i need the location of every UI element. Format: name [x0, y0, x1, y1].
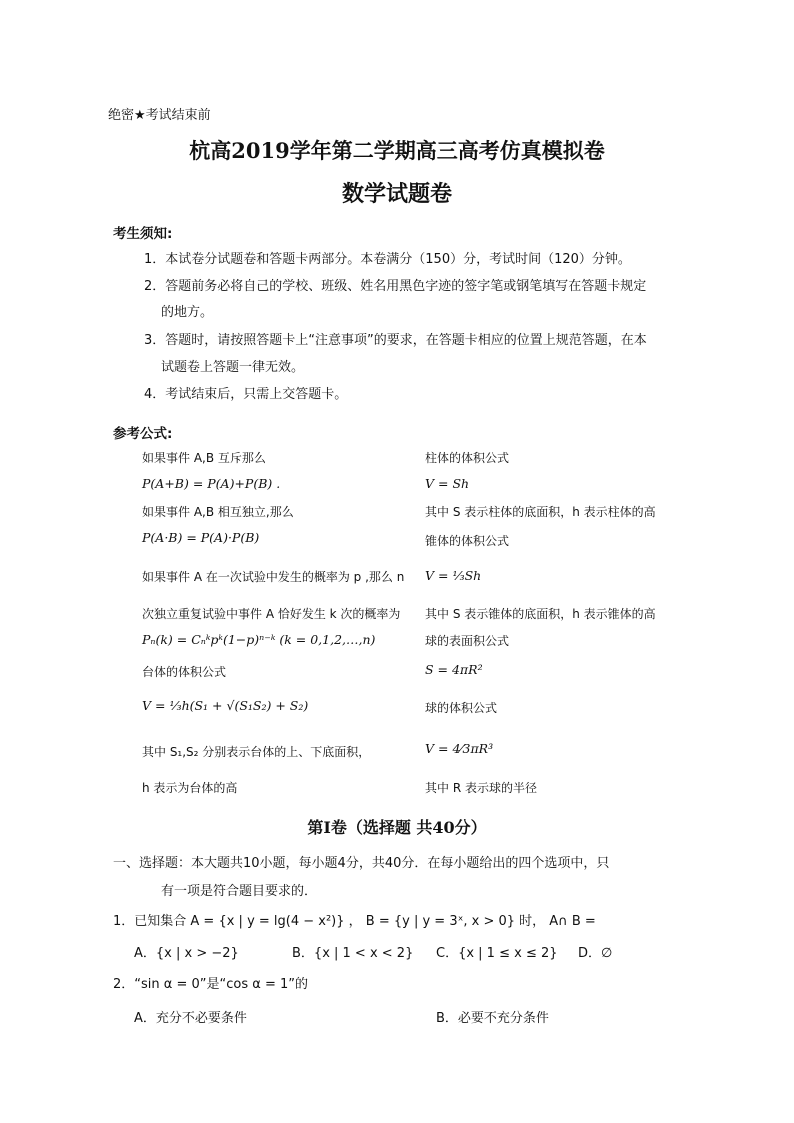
- question-2-option-b: B．必要不充分条件: [436, 1011, 549, 1026]
- formula-left-line: V = ⅓h(S₁ + √(S₁S₂) + S₂): [142, 698, 309, 713]
- notice-heading: 考生须知:: [113, 226, 173, 242]
- notice-item-2: 2．答题前务必将自己的学校、班级、姓名用黑色字迹的签字笔或钢笔填写在答题卡规定: [144, 279, 647, 294]
- formula-left-line: P(A·B) = P(A)·P(B): [142, 530, 260, 545]
- formula-left-line: 次独立重复试验中事件 A 恰好发生 k 次的概率为: [142, 607, 401, 621]
- section-instruction-cont: 有一项是符合题目要求的．: [161, 884, 318, 899]
- question-2-stem: 2．“sin α = 0”是“cos α = 1”的: [113, 977, 308, 992]
- formula-left-line: 如果事件 A,B 互斥那么: [142, 451, 266, 465]
- notice-item-2-cont: 的地方。: [161, 305, 214, 320]
- notice-item-1: 1．本试卷分试题卷和答题卡两部分。本卷满分（150）分，考试时间（120）分钟。: [144, 252, 631, 267]
- formula-right-line: 其中 S 表示柱体的底面积，h 表示柱体的高: [425, 505, 656, 519]
- question-1-option-b: B．{x | 1 < x < 2}: [292, 946, 414, 961]
- formula-right-line: V = 4⁄3πR³: [425, 741, 494, 756]
- formulas-heading: 参考公式:: [113, 426, 173, 442]
- formula-right-line: 其中 R 表示球的半径: [425, 781, 537, 795]
- exam-title: 杭高2019学年第二学期高三高考仿真模拟卷: [189, 138, 605, 163]
- section-instruction: 一、选择题：本大题共10小题，每小题4分，共40分．在每小题给出的四个选项中，只: [113, 856, 610, 871]
- formula-right-line: V = ⅓Sh: [425, 568, 482, 583]
- formula-right-line: 球的体积公式: [425, 701, 498, 715]
- formula-right-line: 柱体的体积公式: [425, 451, 510, 465]
- notice-item-4: 4．考试结束后，只需上交答题卡。: [144, 387, 348, 402]
- formula-left-line: 如果事件 A 在一次试验中发生的概率为 p ,那么 n: [142, 570, 405, 584]
- question-1-stem: 1．已知集合 A = {x | y = lg(4 − x²)} ， B = {y | y = 3ˣ, x > 0} 时， A∩ B =: [113, 914, 596, 929]
- paper-subtitle: 数学试题卷: [341, 181, 452, 207]
- formula-left-line: 如果事件 A,B 相互独立,那么: [142, 505, 294, 519]
- part-one-title: 第Ⅰ卷（选择题 共40分）: [307, 818, 487, 837]
- question-1-option-d: D．∅: [578, 946, 613, 961]
- formula-right-line: 其中 S 表示锥体的底面积，h 表示锥体的高: [425, 607, 656, 621]
- notice-item-3: 3．答题时，请按照答题卡上“注意事项”的要求，在答题卡相应的位置上规范答题，在本: [144, 333, 647, 348]
- notice-item-3-cont: 试题卷上答题一律无效。: [161, 360, 305, 375]
- formula-left-line: P(A+B) = P(A)+P(B) .: [142, 476, 281, 491]
- formula-right-line: S = 4πR²: [425, 662, 483, 677]
- formula-right-line: 锥体的体积公式: [425, 534, 510, 548]
- formula-left-line: Pₙ(k) = Cₙᵏpᵏ(1−p)ⁿ⁻ᵏ (k = 0,1,2,…,n): [142, 632, 376, 647]
- formula-left-line: 台体的体积公式: [142, 665, 227, 679]
- formula-right-line: 球的表面积公式: [425, 634, 510, 648]
- formula-right-line: V = Sh: [425, 476, 470, 491]
- question-2-option-a: A．充分不必要条件: [134, 1011, 247, 1026]
- formula-left-line: h 表示为台体的高: [142, 781, 238, 795]
- confidential-label: 绝密★考试结束前: [108, 108, 211, 123]
- question-1-option-c: C．{x | 1 ≤ x ≤ 2}: [436, 946, 558, 961]
- question-1-option-a: A．{x | x > −2}: [134, 946, 239, 961]
- formula-left-line: 其中 S₁,S₂ 分别表示台体的上、下底面积，: [142, 745, 371, 759]
